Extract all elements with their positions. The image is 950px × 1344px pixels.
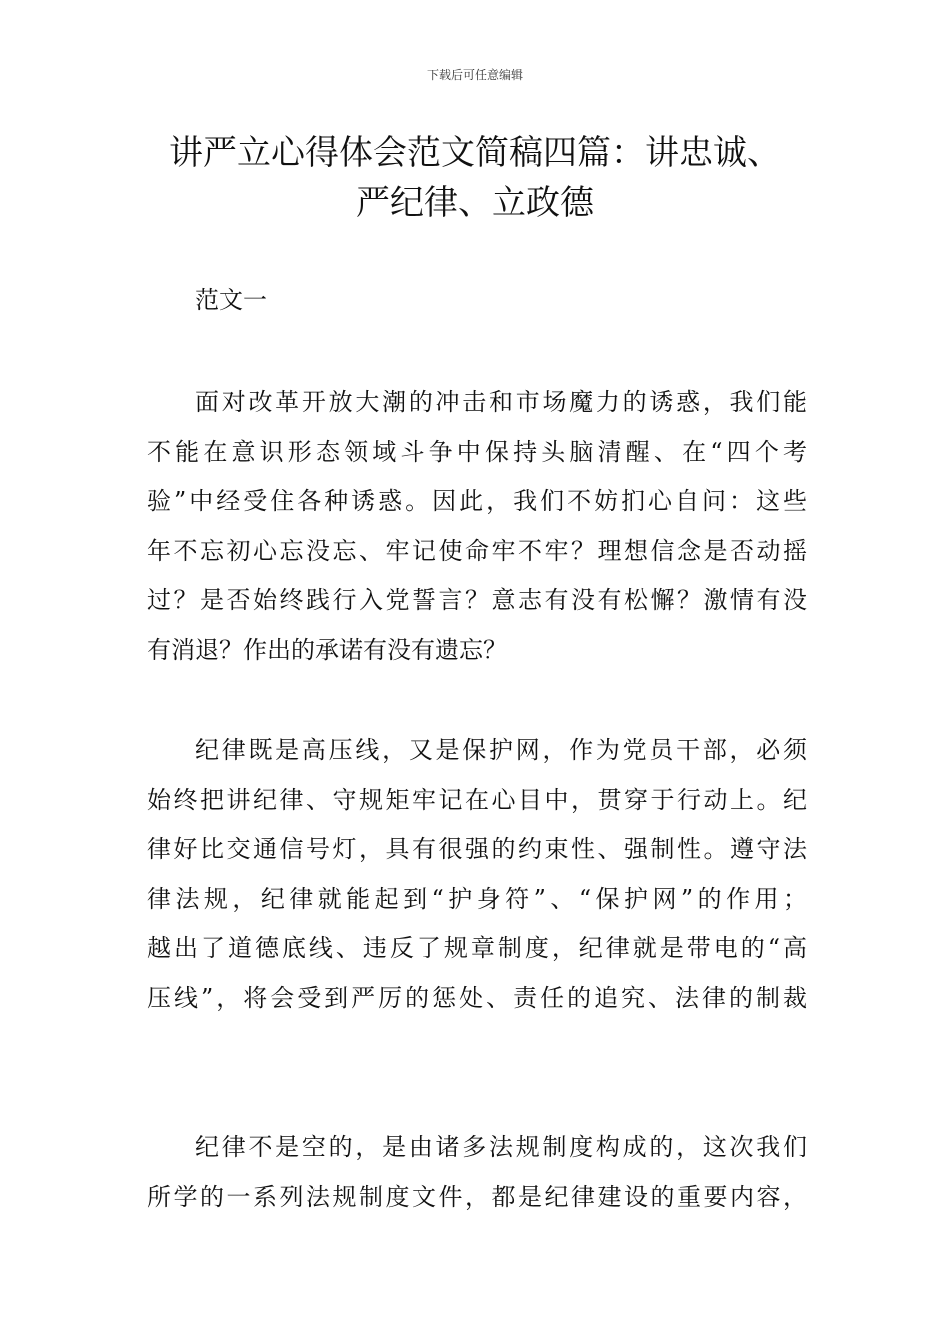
paragraph-line: 过？是否始终践行入党誓言？意志有没有松懈？激情有没 xyxy=(147,586,807,615)
header-note: 下载后可任意编辑 xyxy=(426,68,523,82)
paragraph-1 xyxy=(147,378,807,676)
paragraph-line: 验”中经受住各种诱惑。因此，我们不妨扪心自问：这些 xyxy=(147,487,807,516)
paragraph-line: 律好比交通信号灯，具有很强的约束性、强制性。遵守法 xyxy=(147,835,807,864)
paragraph-2 xyxy=(147,726,807,1024)
paragraph-line: 不能在意识形态领域斗争中保持头脑清醒、在“四个考 xyxy=(147,437,807,466)
paragraph-line: 年不忘初心忘没忘、牢记使命牢不牢？理想信念是否动摇 xyxy=(147,536,807,565)
paragraph-line: 纪律不是空的，是由诸多法规制度构成的，这次我们 xyxy=(195,1133,807,1161)
paragraph-3 xyxy=(147,1123,807,1222)
paragraph-line: 纪律既是高压线，又是保护网，作为党员干部，必须 xyxy=(195,736,807,764)
title-line-2: 严纪律、立政德 xyxy=(356,183,594,223)
paragraph-line: 有消退？作出的承诺有没有遗忘？ xyxy=(147,635,507,664)
paragraph-line: 越出了道德底线、违反了规章制度，纪律就是带电的“高 xyxy=(147,934,807,963)
paragraph-line: 始终把讲纪律、守规矩牢记在心目中，贯穿于行动上。纪 xyxy=(147,785,807,814)
title-line-1: 讲严立心得体会范文简稿四篇：讲忠诚、 xyxy=(169,133,781,173)
paragraph-line: 所学的一系列法规制度文件，都是纪律建设的重要内容， xyxy=(147,1182,807,1211)
section-label: 范文一 xyxy=(195,286,267,314)
paragraph-line: 面对改革开放大潮的冲击和市场魔力的诱惑，我们能 xyxy=(195,388,807,416)
paragraph-line: 压线”，将会受到严厉的惩处、责任的追究、法律的制裁 xyxy=(147,983,807,1012)
document-title xyxy=(90,128,860,228)
paragraph-line: 律法规，纪律就能起到“护身符”、“保护网”的作用； xyxy=(147,884,807,913)
